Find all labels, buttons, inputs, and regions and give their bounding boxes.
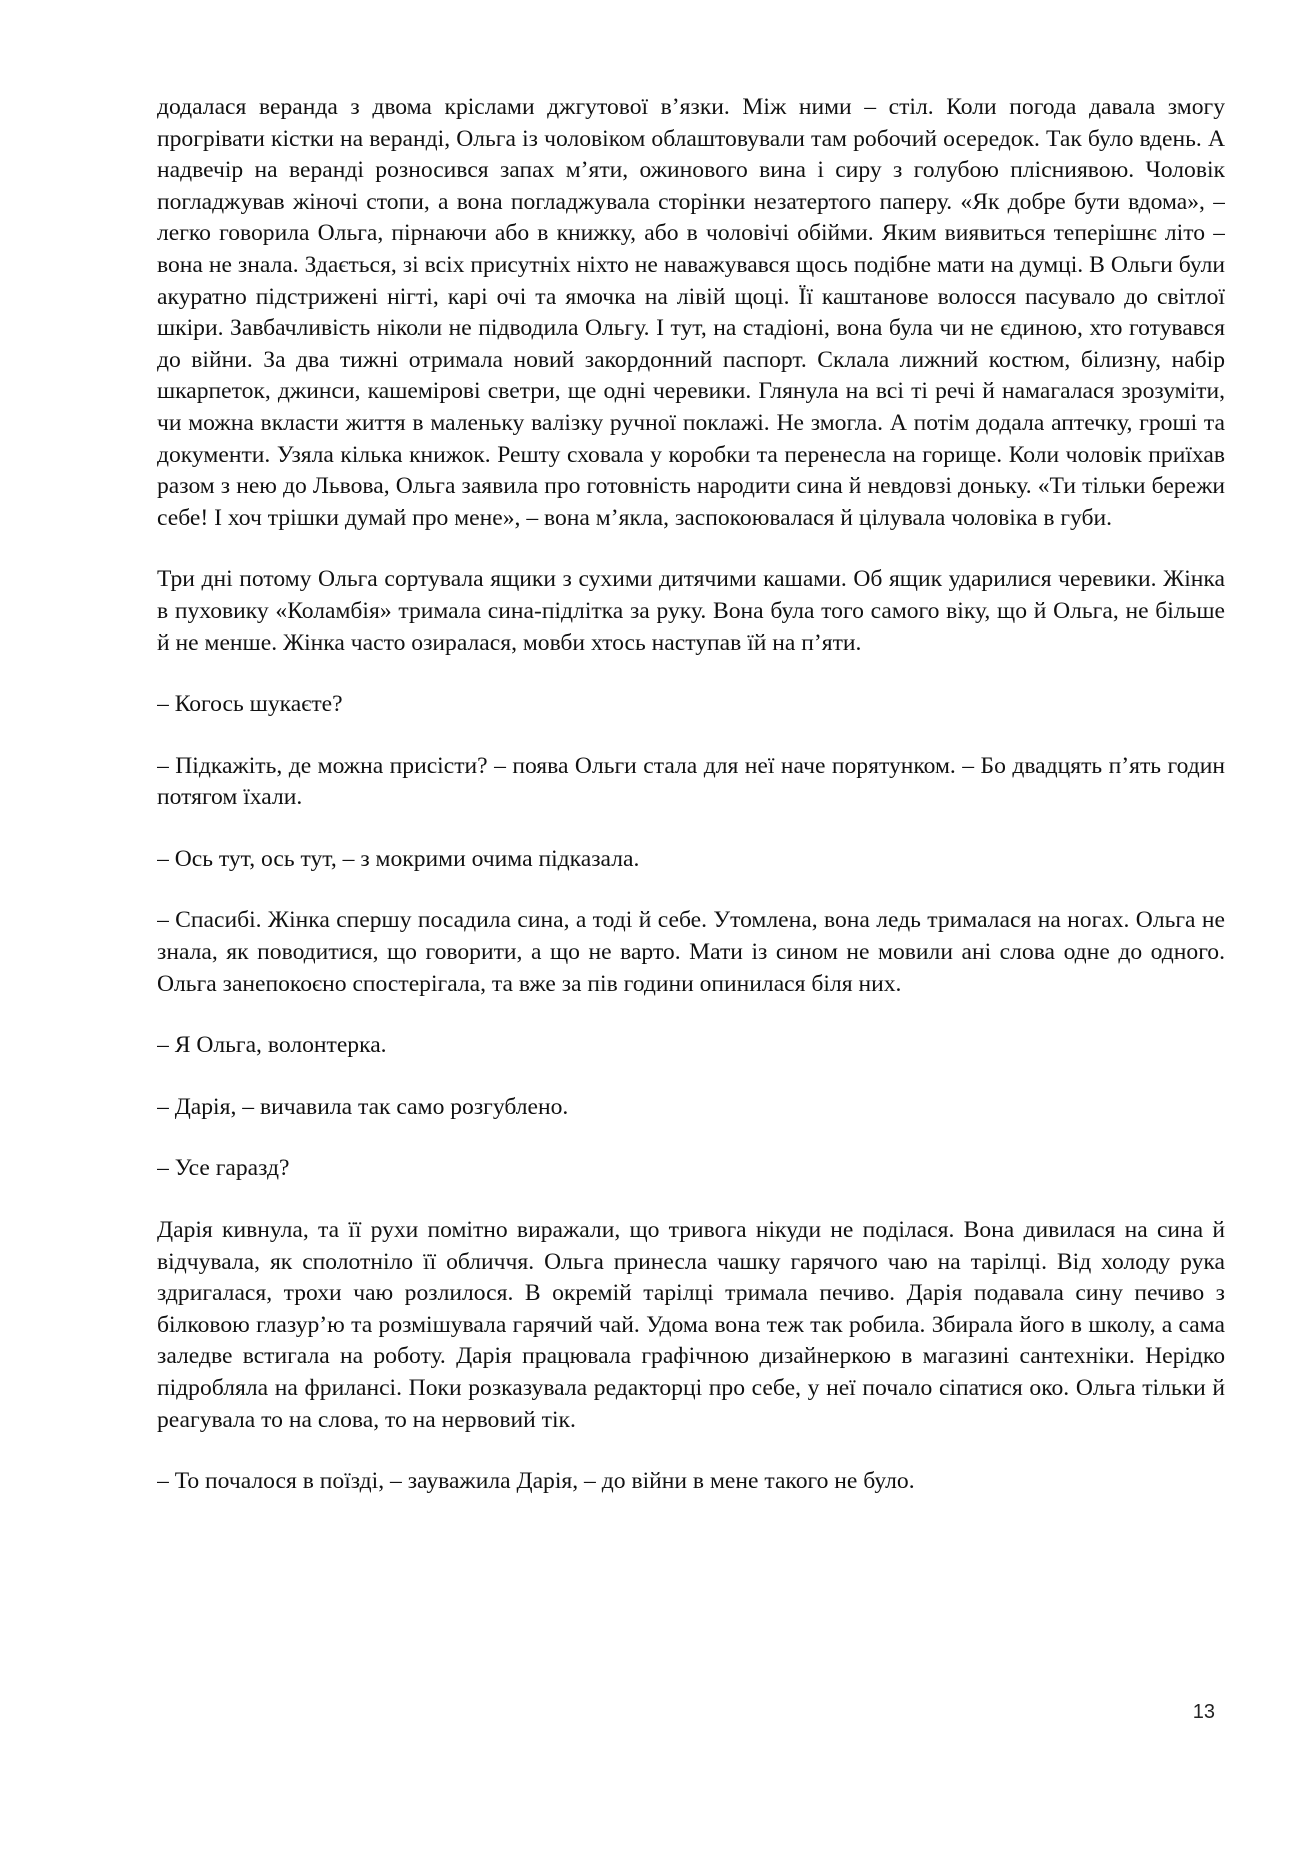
dialogue-line: – Підкажіть, де можна присісти? – поява Ольги стала для неї наче порятунком. – Бо двадцять п’ять годин потягом їхали.: [157, 752, 1225, 811]
paragraph-veranda: додалася веранда з двома кріслами джгутової в’язки. Між ними – стіл. Коли погода давала змогу прогрівати кістки на веранді, Ольга із чоловіком облаштовували там робочий осередок. Так було вдень. А надвечір на веранді розносився запах м’яти, ожинового вина і сиру з голубою плісниявою. Чоловік погладжував жіночі стопи, а вона погладжувала сторінки незатертого паперу. «Як добре бути вдома», – легко говорила Ольга, пірнаючи або в книжку, або в чоловічі обійми. Яким виявиться теперішнє літо – вона не знала. Здається, зі всіх присутніх ніхто не наважувався щось подібне мати на думці. В Ольги були акуратно підстрижені нігті, карі очі та ямочка на лівій щоці. Її каштанове волосся пасувало до світлої шкіри. Завбачливість ніколи не підводила Ольгу. І тут, на стадіоні, вона була чи не єдиною, хто готувався до війни. За два тижні отримала новий закордонний паспорт. Склала лижний костюм, білизну, набір шкарпеток, джинси, кашемірові светри, ще одні черевики. Глянула на всі ті речі й намагалася зрозуміти, чи можна вкласти життя в маленьку валізку ручної поклажі. Не змогла. А потім додала аптечку, гроші та документи. Узяла кілька книжок. Решту сховала у коробки та перенесла на горище. Коли чоловік приїхав разом з нею до Львова, Ольга заявила про готовність народити сина й невдовзі доньку. «Ти тільки бережи себе! І хоч трішки думай про мене», – вона м’якла, заспокоювалася й цілувала чоловіка в губи.: [157, 94, 1225, 531]
dialogue-line: – Я Ольга, волонтерка.: [157, 1032, 387, 1059]
dialogue-line: – Дарія, – вичавила так само розгублено.: [157, 1093, 569, 1120]
paragraph-thanks: – Спасибі. Жінка спершу посадила сина, а тоді й себе. Утомлена, вона ледь трималася на ногах. Ольга не знала, як поводитися, що говорити, а що не варто. Мати із сином не мовили ані слова одне до одного. Ольга занепокоєно спостерігала, та вже за пів години опинилася біля них.: [157, 907, 1225, 997]
paragraph-three-days-later: Три дні потому Ольга сортувала ящики з сухими дитячими кашами. Об ящик ударилися черевики. Жінка в пуховику «Коламбія» тримала сина-підлітка за руку. Вона була того самого віку, що й Ольга, не більше й не менше. Жінка часто озиралася, мовби хтось наступав їй на п’яти.: [157, 566, 1225, 656]
paragraph-daria: Дарія кивнула, та її рухи помітно виражали, що тривога нікуди не поділася. Вона дивилася на сина й відчувала, як сполотніло її обличчя. Ольга принесла чашку гарячого чаю на тарілці. Від холоду рука здригалася, трохи чаю розлилося. В окремій тарілці тримала печиво. Дарія подавала сину печиво з білковою глазур’ю та розмішувала гарячий чай. Удома вона теж так робила. Збирала його в школу, а сама заледве встигала на роботу. Дарія працювала графічною дизайнеркою в магазині сантехніки. Нерідко підробляла на фрилансі. Поки розказувала редакторці про себе, у неї почало сіпатися око. Ольга тільки й реагувала то на слова, то на нервовий тік.: [157, 1217, 1225, 1433]
document-page: [157, 92, 1225, 1752]
dialogue-line: – Усе гаразд?: [157, 1155, 290, 1182]
dialogue-line: – Когось шукаєте?: [157, 691, 343, 718]
page-number: 13: [1192, 1701, 1215, 1723]
dialogue-line: – Ось тут, ось тут, – з мокрими очима підказала.: [157, 845, 640, 872]
dialogue-line: – То почалося в поїзді, – зауважила Дарія, – до війни в мене такого не було.: [157, 1468, 915, 1495]
